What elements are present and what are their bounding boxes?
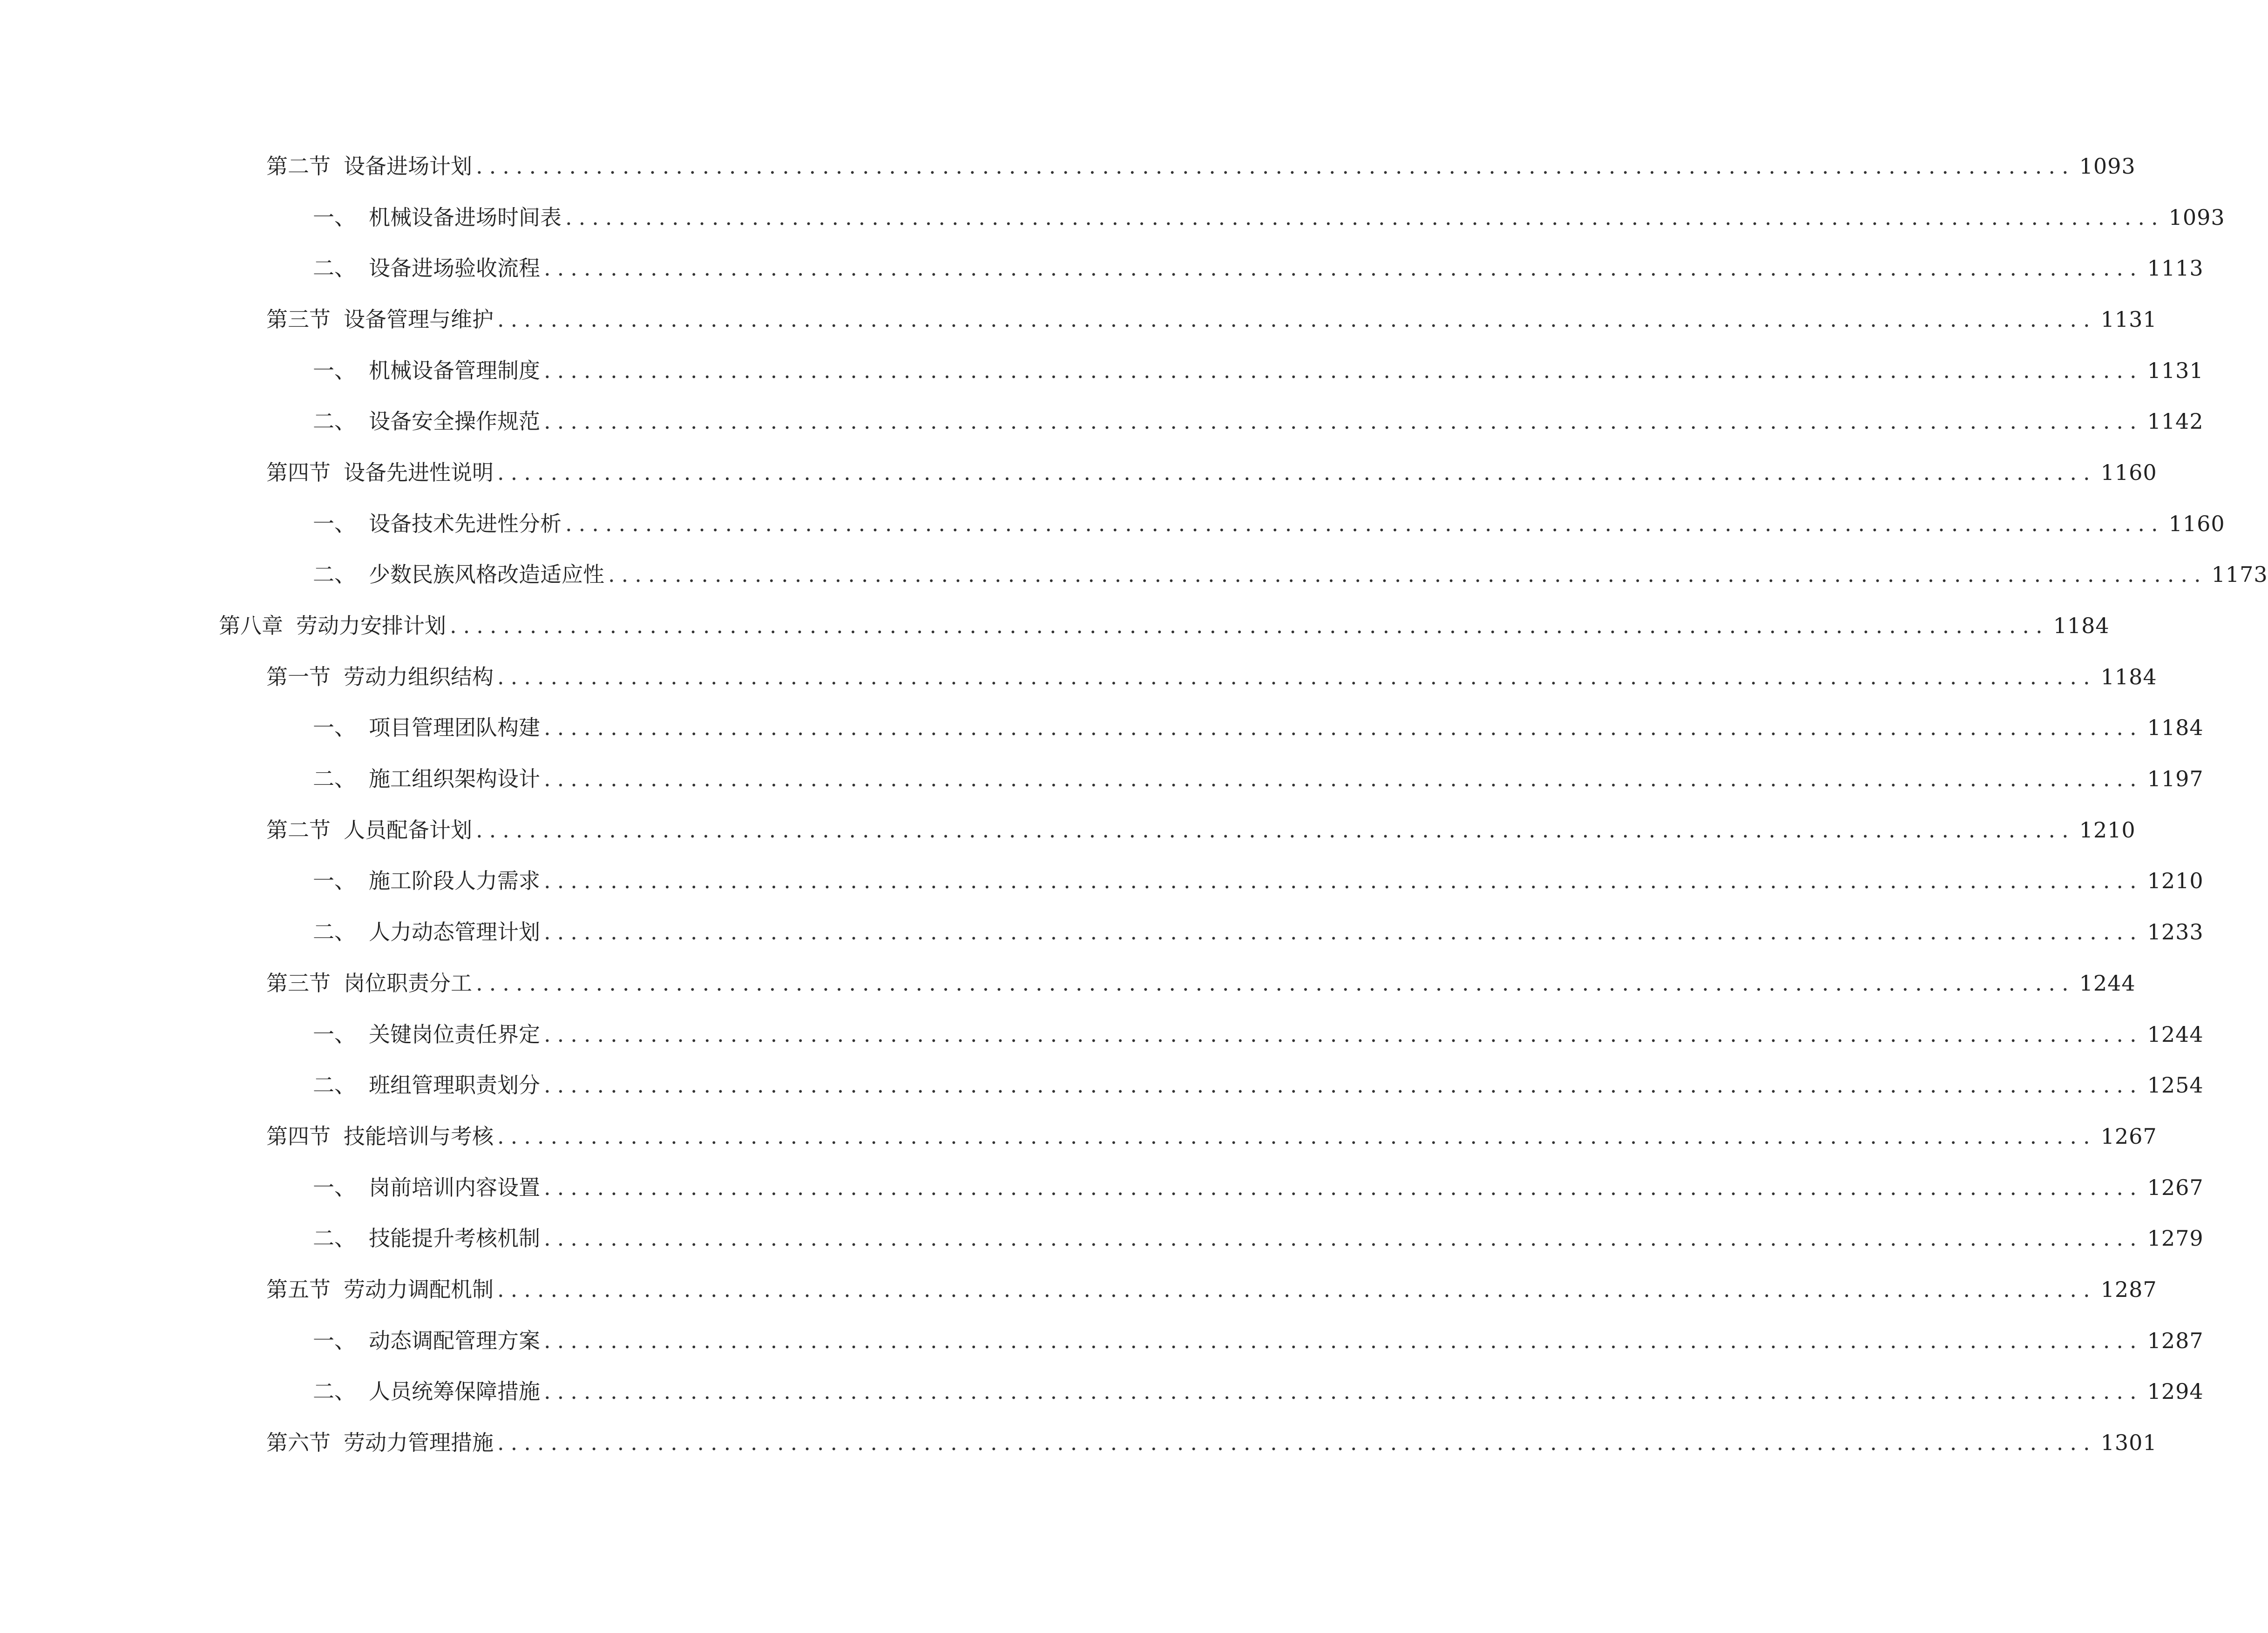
toc-page-number: 1244 [2147, 1021, 2204, 1047]
toc-entry[interactable] [266, 1264, 2157, 1315]
toc-entry-title: 班组管理职责划分 [369, 1073, 540, 1098]
toc-entry[interactable] [313, 702, 2204, 754]
toc-entry-title: 少数民族风格改造适应性 [369, 562, 604, 587]
toc-entry[interactable] [313, 345, 2204, 396]
toc-entry[interactable] [266, 141, 2136, 192]
toc-entry[interactable] [313, 1059, 2204, 1111]
toc-page-number: 1160 [2100, 459, 2157, 485]
toc-entry-title: 劳动力管理措施 [344, 1430, 494, 1456]
toc-dot-leader: ........................................................................................................................ [544, 409, 2143, 434]
toc-page-number: 1267 [2147, 1174, 2204, 1200]
toc-entry-title: 人员配备计划 [344, 817, 472, 843]
toc-entry-label [266, 305, 497, 333]
toc-entry-label [313, 510, 565, 538]
toc-entry-label [219, 612, 450, 640]
toc-entry-title: 设备管理与维护 [344, 306, 494, 332]
toc-dot-leader: ........................................................................................................................ [544, 1328, 2143, 1353]
toc-entry-number: 二、 [313, 562, 356, 587]
toc-entry[interactable] [266, 294, 2157, 345]
toc-entry-title: 人员统筹保障措施 [369, 1379, 540, 1404]
toc-entry-number: 第二节 [266, 817, 331, 843]
toc-dot-leader: ........................................................................................................................ [544, 1174, 2143, 1200]
toc-entry-title: 技能培训与考核 [344, 1123, 494, 1149]
toc-entry[interactable] [313, 1315, 2204, 1366]
toc-dot-leader: ........................................................................................................................ [450, 613, 2049, 639]
toc-entry-number: 第三节 [266, 970, 331, 996]
toc-entry-number: 二、 [313, 409, 356, 434]
toc-entry-title: 施工阶段人力需求 [369, 868, 540, 894]
toc-entry-title: 设备技术先进性分析 [369, 511, 562, 536]
toc-entry-label [266, 969, 476, 997]
toc-entry-number: 一、 [313, 1174, 356, 1200]
toc-entry-title: 设备安全操作规范 [369, 409, 540, 434]
toc-entry[interactable] [266, 804, 2136, 856]
toc-entry[interactable] [313, 498, 2225, 549]
toc-dot-leader: ........................................................................................................................ [544, 1073, 2143, 1098]
toc-entry-title: 项目管理团队构建 [369, 715, 540, 741]
toc-dot-leader: ........................................................................................................................ [544, 1226, 2143, 1251]
toc-page-number: 1294 [2147, 1379, 2204, 1404]
toc-entry[interactable] [313, 753, 2204, 804]
toc-dot-leader: ........................................................................................................................ [544, 358, 2143, 383]
toc-entry-label [313, 714, 544, 742]
toc-entry-number: 一、 [313, 204, 356, 230]
toc-entry-title: 设备先进性说明 [344, 459, 494, 485]
toc-entry[interactable] [313, 243, 2204, 294]
toc-page-number: 1184 [2100, 664, 2157, 689]
toc-entry-label [313, 1224, 544, 1252]
toc-entry-title: 技能提升考核机制 [369, 1226, 540, 1251]
toc-entry-label [266, 816, 476, 844]
toc-entry[interactable] [266, 1417, 2157, 1468]
toc-dot-leader: ........................................................................................................................ [544, 1021, 2143, 1047]
toc-entry-label [313, 254, 544, 282]
toc-dot-leader: ........................................................................................................................ [608, 562, 2207, 587]
toc-entry-title: 关键岗位责任界定 [369, 1021, 540, 1047]
toc-entry-number: 二、 [313, 919, 356, 945]
toc-entry-number: 第五节 [266, 1276, 331, 1302]
toc-page-number: 1184 [2053, 613, 2110, 639]
toc-entry-number: 第八章 [219, 613, 283, 639]
toc-entry-label [313, 1377, 544, 1405]
toc-entry-number: 第六节 [266, 1430, 331, 1456]
toc-dot-leader: ........................................................................................................................ [497, 459, 2097, 485]
toc-page-number: 1244 [2079, 970, 2136, 996]
toc-entry[interactable] [313, 1009, 2204, 1060]
toc-page-number: 1254 [2147, 1073, 2204, 1098]
toc-entry-number: 二、 [313, 256, 356, 281]
toc-dot-leader: ........................................................................................................................ [497, 306, 2097, 332]
toc-entry-label [313, 918, 544, 946]
toc-entry-number: 二、 [313, 766, 356, 792]
toc-entry-label [313, 1071, 544, 1099]
toc-entry-label [313, 203, 565, 231]
toc-page-number: 1210 [2147, 868, 2204, 894]
toc-dot-leader: ........................................................................................................................ [544, 766, 2143, 792]
toc-dot-leader: ........................................................................................................................ [476, 153, 2075, 179]
toc-entry-title: 劳动力调配机制 [344, 1276, 494, 1302]
table-of-contents [0, 141, 2268, 1468]
toc-entry[interactable] [313, 1213, 2204, 1264]
toc-entry-label [266, 459, 497, 486]
toc-entry[interactable] [313, 396, 2204, 447]
toc-entry-title: 岗位职责分工 [344, 970, 472, 996]
toc-entry[interactable] [266, 447, 2157, 498]
toc-entry-label [266, 1429, 497, 1457]
toc-entry-number: 一、 [313, 868, 356, 894]
toc-entry-number: 一、 [313, 1328, 356, 1353]
toc-entry[interactable] [313, 1366, 2204, 1417]
toc-entry-label [313, 357, 544, 385]
toc-entry-label [313, 560, 608, 588]
toc-page-number: 1113 [2147, 256, 2204, 281]
toc-entry-label [313, 1020, 544, 1048]
toc-entry[interactable] [313, 856, 2204, 907]
toc-entry-number: 第四节 [266, 459, 331, 485]
toc-page-number: 1093 [2079, 153, 2136, 179]
toc-entry-label [266, 1275, 497, 1303]
toc-entry-number: 二、 [313, 1226, 356, 1251]
toc-entry-label [313, 1327, 544, 1355]
toc-page-number: 1210 [2079, 817, 2136, 843]
toc-page-number: 1142 [2147, 409, 2204, 434]
toc-entry[interactable] [313, 192, 2225, 243]
toc-page-number: 1233 [2147, 919, 2204, 945]
toc-entry[interactable] [313, 1162, 2204, 1213]
toc-entry-label [313, 867, 544, 895]
toc-page-number: 1131 [2100, 306, 2157, 332]
toc-page-number: 1279 [2147, 1226, 2204, 1251]
toc-entry-title: 施工组织架构设计 [369, 766, 540, 792]
toc-dot-leader: ........................................................................................................................ [497, 1123, 2097, 1149]
toc-dot-leader: ........................................................................................................................ [565, 511, 2165, 536]
toc-entry-number: 一、 [313, 511, 356, 536]
toc-dot-leader: ........................................................................................................................ [544, 256, 2143, 281]
toc-entry-number: 第三节 [266, 306, 331, 332]
toc-dot-leader: ........................................................................................................................ [476, 817, 2075, 843]
toc-entry-title: 劳动力组织结构 [344, 664, 494, 689]
toc-entry-number: 一、 [313, 715, 356, 741]
toc-entry-title: 机械设备进场时间表 [369, 204, 562, 230]
toc-entry[interactable] [266, 958, 2136, 1009]
toc-dot-leader: ........................................................................................................................ [476, 970, 2075, 996]
toc-entry-number: 一、 [313, 358, 356, 383]
toc-entry-label [266, 663, 497, 691]
toc-entry-number: 二、 [313, 1073, 356, 1098]
toc-entry-label [266, 1122, 497, 1150]
toc-entry-title: 设备进场验收流程 [369, 256, 540, 281]
toc-page-number: 1301 [2100, 1430, 2157, 1456]
toc-dot-leader: ........................................................................................................................ [565, 204, 2165, 230]
toc-page-number: 1131 [2147, 358, 2204, 383]
toc-entry-number: 第二节 [266, 153, 331, 179]
toc-entry[interactable] [266, 1111, 2157, 1162]
toc-entry-title: 动态调配管理方案 [369, 1328, 540, 1353]
toc-page-number: 1160 [2168, 511, 2225, 536]
toc-entry-label [266, 152, 476, 180]
toc-entry-title: 机械设备管理制度 [369, 358, 540, 383]
toc-page-number: 1267 [2100, 1123, 2157, 1149]
toc-dot-leader: ........................................................................................................................ [497, 1430, 2097, 1456]
toc-entry-title: 人力动态管理计划 [369, 919, 540, 945]
toc-page-number: 1197 [2147, 766, 2204, 792]
toc-dot-leader: ........................................................................................................................ [544, 919, 2143, 945]
toc-dot-leader: ........................................................................................................................ [544, 715, 2143, 741]
toc-entry-number: 第一节 [266, 664, 331, 689]
toc-dot-leader: ........................................................................................................................ [497, 664, 2097, 689]
toc-entry-number: 第四节 [266, 1123, 331, 1149]
toc-dot-leader: ........................................................................................................................ [544, 868, 2143, 894]
toc-page-number: 1287 [2100, 1276, 2157, 1302]
toc-entry[interactable] [313, 906, 2204, 958]
toc-entry-title: 设备进场计划 [344, 153, 472, 179]
toc-page-number: 1173 [2211, 562, 2268, 587]
toc-entry-title: 岗前培训内容设置 [369, 1174, 540, 1200]
toc-page-number: 1184 [2147, 715, 2204, 741]
toc-entry-label [313, 407, 544, 435]
toc-entry[interactable] [266, 651, 2157, 702]
toc-entry-number: 一、 [313, 1021, 356, 1047]
toc-dot-leader: ........................................................................................................................ [544, 1379, 2143, 1404]
toc-entry-label [313, 765, 544, 793]
toc-entry[interactable] [313, 549, 2268, 601]
toc-entry[interactable] [219, 600, 2110, 651]
toc-page-number: 1093 [2168, 204, 2225, 230]
toc-entry-label [313, 1174, 544, 1201]
toc-entry-number: 二、 [313, 1379, 356, 1404]
toc-entry-title: 劳动力安排计划 [296, 613, 446, 639]
toc-page-number: 1287 [2147, 1328, 2204, 1353]
toc-dot-leader: ........................................................................................................................ [497, 1276, 2097, 1302]
